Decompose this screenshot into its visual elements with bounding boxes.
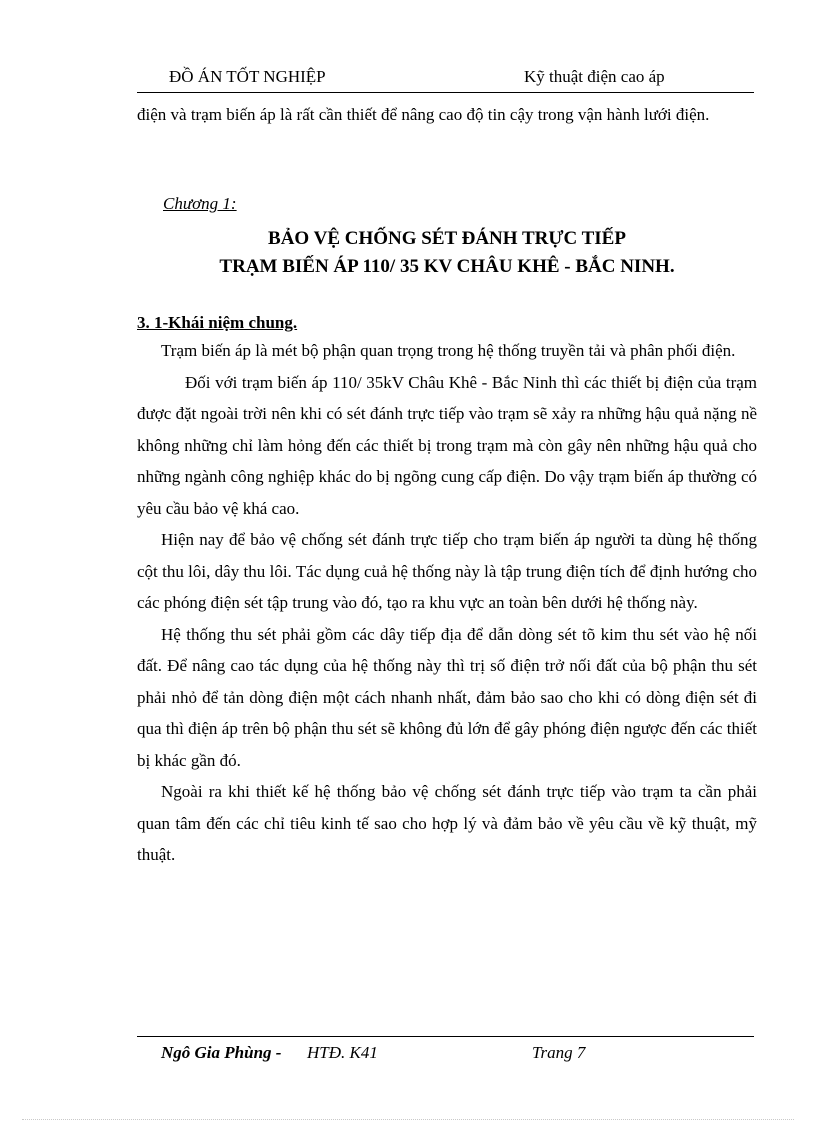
body-paragraph-5: Ngoài ra khi thiết kế hệ thống bảo vệ chống sét đánh trực tiếp vào trạm ta cần phải quan tâm đến các chỉ tiêu kinh tế sao cho hợp lý và đảm bảo về yêu cầu về kỹ thuật, mỹ thuật. — [137, 782, 757, 864]
footer-page-number: Trang 7 — [532, 1043, 586, 1062]
page-footer — [137, 1036, 754, 1071]
intro-block — [137, 99, 757, 131]
footer-class: HTĐ. K41 — [307, 1043, 378, 1062]
footer-author: Ngô Gia Phùng - — [161, 1043, 282, 1062]
chapter-title — [137, 225, 757, 281]
body-paragraph-4: Hệ thống thu sét phải gồm các dây tiếp địa để dẫn dòng sét tõ kim thu sét vào hệ nối đất. Để nâng cao tác dụng của hệ thống này thì trị số điện trở nối đất của bộ phận thu sét phải nhỏ để tản dòng điện một cách nhanh nhất, đảm bảo sao cho khi có dòng điện sét đi qua thì điện áp trên bộ phận thu sét sẽ không đủ lớn để gây phóng điện ngược đến các thiết bị khác gần đó. — [137, 624, 757, 770]
chapter-title-line-2: TRẠM BIẾN ÁP 110/ 35 KV CHÂU KHÊ - BẮC NINH. — [219, 256, 675, 277]
header-subject: Kỹ thuật điện cao áp — [524, 67, 665, 86]
chapter-label: Chương 1: — [163, 194, 237, 213]
chapter-title-line-1: BẢO VỆ CHỐNG SÉT ĐÁNH TRỰC TIẾP — [268, 228, 626, 249]
intro-paragraph: điện và trạm biến áp là rất cần thiết để nâng cao độ tin cậy trong vận hành lưới điện. — [137, 105, 710, 124]
section-body — [137, 335, 757, 871]
page-bottom-edge — [22, 1119, 794, 1120]
body-paragraph-3: Hiện nay để bảo vệ chống sét đánh trực tiếp cho trạm biến áp người ta dùng hệ thống cột thu lôi, dây thu lôi. Tác dụng cuả hệ thống này là tập trung điện tích để định hướng cho các phóng điện sét tập trung vào đó, tạo ra khu vực an toàn bên dưới hệ thống này. — [137, 530, 757, 612]
header-document-type: ĐỒ ÁN TỐT NGHIỆP — [169, 67, 326, 86]
section-heading: 3. 1-Khái niệm chung. — [137, 313, 298, 332]
body-paragraph-2: Đối với trạm biến áp 110/ 35kV Châu Khê - Bắc Ninh thì các thiết bị điện của trạm được đặt ngoài trời nên khi có sét đánh trực tiếp vào trạm sẽ xảy ra những hậu quả nặng nề không những chỉ làm hỏng đến các thiết bị trong trạm mà còn gây nên những hậu quả cho những ngành công nghiệp khác do bị ngõng cung cấp điện. Do vậy trạm biến áp thường có yêu cầu bảo vệ khá cao. — [137, 372, 757, 518]
page-header — [137, 60, 754, 93]
body-paragraph-1: Trạm biến áp là mét bộ phận quan trọng trong hệ thống truyền tải và phân phối điện. — [161, 341, 736, 360]
